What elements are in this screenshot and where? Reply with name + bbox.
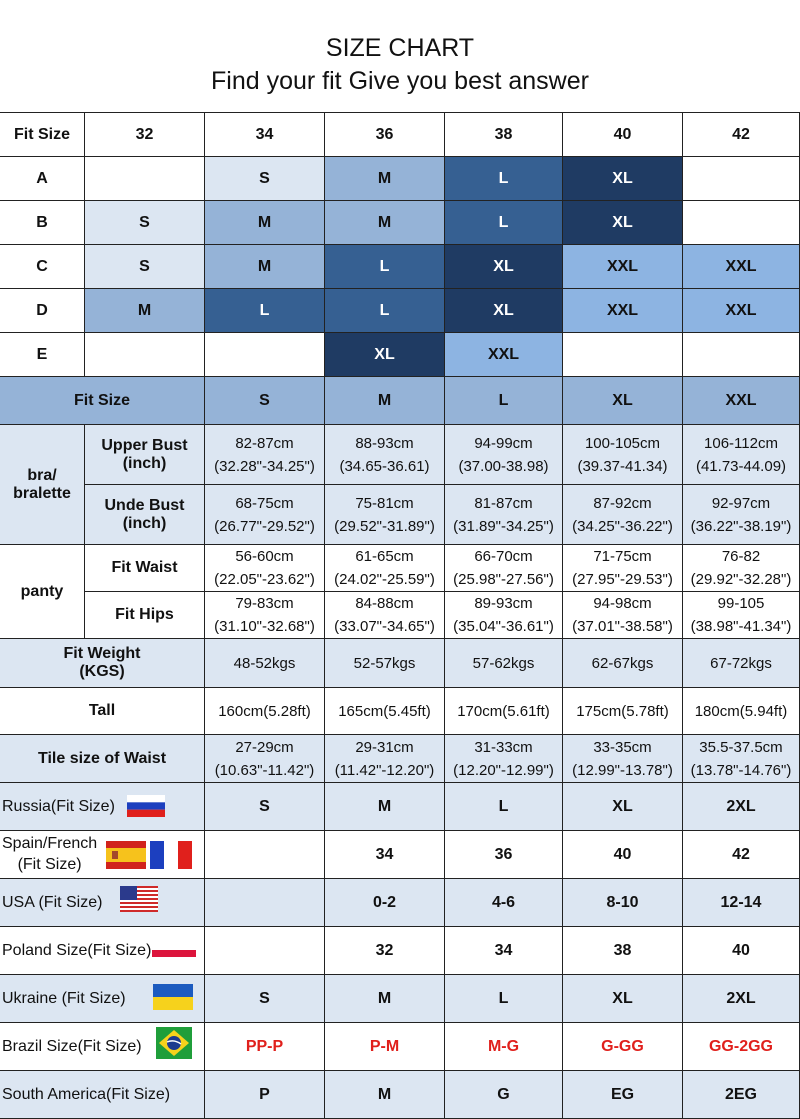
cup-size-cell-text: L [259, 301, 270, 319]
tile-waist-value-text: 33-35cm (12.99"-13.78") [572, 738, 673, 779]
country-size-value [563, 975, 683, 1023]
cup-size-cell-text: M [377, 169, 392, 187]
tall-value-text: 180cm(5.94ft) [694, 702, 788, 720]
band-size-34-text: 34 [255, 125, 274, 143]
tile-waist-value [563, 735, 683, 783]
tall-value [445, 688, 563, 735]
fit-size-header-text: Fit Size [13, 125, 70, 143]
fit-weight-value [325, 639, 445, 688]
country-size-value [325, 783, 445, 831]
country-size-value-text: 40 [732, 941, 750, 959]
country-size-value [563, 783, 683, 831]
country-size-value-text: S [259, 989, 270, 1007]
cup-size-cell [325, 289, 445, 333]
cup-size-cell [205, 289, 325, 333]
country-size-value [205, 927, 325, 975]
brazil-flag-icon [156, 1027, 192, 1064]
ukraine-flag-icon [153, 984, 193, 1015]
fit-weight-value [683, 639, 800, 688]
country-size-value-text: 32 [375, 941, 394, 959]
country-size-value-text: L [498, 797, 509, 815]
size-xl [563, 377, 683, 425]
cup-c [0, 245, 85, 289]
tile-waist-value [325, 735, 445, 783]
cup-size-cell [563, 201, 683, 245]
cup-size-cell-text: L [498, 213, 509, 231]
country-size-value [325, 927, 445, 975]
cup-size-cell-text: M [257, 257, 272, 275]
fit-hips-value [325, 592, 445, 639]
country-size-value [205, 1071, 325, 1119]
country-size-value [325, 879, 445, 927]
band-size-36-text: 36 [375, 125, 394, 143]
band-size-42-text: 42 [732, 125, 750, 143]
country-label: Ukraine (Fit Size) [2, 990, 126, 1007]
under-bust-value-text: 81-87cm (31.89"-34.25") [453, 494, 554, 535]
poland-flag-icon [152, 943, 196, 962]
usa-flag-icon [120, 886, 158, 917]
tile-waist-value-text: 35.5-37.5cm (13.78"-14.76") [690, 738, 792, 779]
band-size-40-text: 40 [613, 125, 632, 143]
country-label: Russia(Fit Size) [2, 798, 115, 815]
cup-size-cell-text: L [379, 257, 390, 275]
country-size-value-text: S [259, 797, 270, 815]
fit-hips-value [683, 592, 800, 639]
tile-waist-label [0, 735, 205, 783]
cup-size-cell [205, 157, 325, 201]
fit-weight-value-text: 52-57kgs [353, 654, 416, 672]
upper-bust-value [325, 425, 445, 485]
cup-size-cell [445, 245, 563, 289]
size-s [205, 377, 325, 425]
country-size-value-text: M [377, 797, 392, 815]
tall-value [683, 688, 800, 735]
cup-e-text: E [36, 345, 48, 363]
cup-size-cell-text: XL [374, 345, 395, 363]
fit-hips-value-text: 84-88cm (33.07"-34.65") [334, 595, 435, 635]
country-size-value-text: G [497, 1085, 510, 1103]
country-size-value [563, 1023, 683, 1071]
country-size-value [445, 879, 563, 927]
country-size-value-text: 42 [732, 845, 750, 863]
country-size-value-text: XL [612, 797, 633, 815]
russia-flag-icon [127, 795, 165, 822]
country-size-value [563, 927, 683, 975]
country-size-value [563, 879, 683, 927]
fit-waist-value-text: 61-65cm (24.02"-25.59") [334, 548, 435, 588]
size-xl-text: XL [612, 391, 633, 409]
fit-weight-label-text: Fit Weight (KGS) [63, 645, 141, 680]
tall-value-text: 160cm(5.28ft) [218, 702, 311, 720]
under-bust-value-text: 87-92cm (34.25"-36.22") [572, 494, 673, 535]
under-bust-value [683, 485, 800, 545]
cup-size-cell [325, 157, 445, 201]
cup-size-cell-text: L [379, 301, 390, 319]
cup-size-cell [85, 157, 205, 201]
cup-b [0, 201, 85, 245]
size-chart-table [0, 112, 800, 1117]
country-size-value [683, 1071, 800, 1119]
fit-size-row-header-text: Fit Size [73, 391, 130, 409]
country-size-value [445, 831, 563, 879]
under-bust-value [205, 485, 325, 545]
fit-hips-value-text: 94-98cm (37.01"-38.58") [572, 595, 673, 635]
country-label-cell [0, 1023, 205, 1071]
size-l-text: L [498, 391, 509, 409]
country-size-value [683, 1023, 800, 1071]
size-xxl-text: XXL [725, 391, 757, 409]
panty-group-label-text: panty [20, 582, 64, 600]
fit-weight-value-text: 62-67kgs [591, 654, 654, 672]
country-size-value-text: GG-2GG [708, 1037, 773, 1055]
cup-size-cell [445, 289, 563, 333]
fit-size-row-header [0, 377, 205, 425]
country-label-cell [0, 975, 205, 1023]
cup-size-cell-text: XXL [725, 301, 757, 319]
cup-size-cell-text: XXL [725, 257, 757, 275]
country-size-value [205, 831, 325, 879]
fit-weight-value [205, 639, 325, 688]
fit-weight-value [563, 639, 683, 688]
fit-waist-value-text: 56-60cm (22.05"-23.62") [214, 548, 315, 588]
upper-bust-value-text: 82-87cm (32.28"-34.25") [214, 434, 315, 475]
spain-france-flag-icon [106, 841, 192, 874]
country-size-value-text: 38 [613, 941, 632, 959]
band-size-38-text: 38 [494, 125, 513, 143]
cup-size-cell [205, 201, 325, 245]
tile-waist-value [205, 735, 325, 783]
country-size-value-text: M [377, 1085, 392, 1103]
tall-value-text: 165cm(5.45ft) [338, 702, 431, 720]
upper-bust-label [85, 425, 205, 485]
cup-size-cell-text: S [139, 257, 150, 275]
cup-size-cell [683, 201, 800, 245]
under-bust-label [85, 485, 205, 545]
cup-size-cell-text: M [377, 213, 392, 231]
under-bust-value [563, 485, 683, 545]
tall-value-text: 170cm(5.61ft) [457, 702, 550, 720]
cup-size-cell [683, 245, 800, 289]
cup-size-cell-text: L [498, 169, 509, 187]
fit-hips-value [205, 592, 325, 639]
country-label-cell [0, 1071, 205, 1119]
country-size-value [205, 1023, 325, 1071]
cup-size-cell [563, 333, 683, 377]
country-label: Brazil Size(Fit Size) [2, 1038, 142, 1055]
bra-group-label-text: bra/ bralette [13, 466, 71, 502]
cup-size-cell [563, 245, 683, 289]
cup-size-cell [683, 333, 800, 377]
cup-size-cell [445, 333, 563, 377]
country-size-value [445, 975, 563, 1023]
cup-size-cell [325, 201, 445, 245]
country-size-value-text: XL [612, 989, 633, 1007]
fit-waist-label-text: Fit Waist [111, 559, 178, 576]
country-size-value [683, 831, 800, 879]
cup-size-cell-text: XL [612, 213, 633, 231]
fit-waist-value [445, 545, 563, 592]
country-size-value-text: P-M [369, 1037, 400, 1055]
cup-size-cell [683, 157, 800, 201]
country-label-cell [0, 927, 205, 975]
country-size-value [325, 975, 445, 1023]
fit-hips-value [445, 592, 563, 639]
country-size-value-text: EG [610, 1085, 635, 1103]
tile-waist-value-text: 27-29cm (10.63"-11.42") [214, 738, 315, 779]
country-size-value-text: 34 [494, 941, 513, 959]
cup-size-cell-text: XL [493, 301, 514, 319]
cup-size-cell [205, 333, 325, 377]
country-label: Poland Size(Fit Size) [2, 942, 152, 959]
country-size-value [683, 879, 800, 927]
upper-bust-value-text: 88-93cm (34.65-36.61) [339, 434, 430, 475]
country-size-value-text: 36 [494, 845, 513, 863]
cup-size-cell [445, 157, 563, 201]
fit-weight-value-text: 48-52kgs [233, 654, 296, 672]
country-size-value [205, 783, 325, 831]
tile-waist-value [445, 735, 563, 783]
size-chart-title: SIZE CHART [325, 34, 475, 62]
cup-size-cell [683, 289, 800, 333]
under-bust-value-text: 92-97cm (36.22"-38.19") [690, 494, 792, 535]
fit-waist-value-text: 76-82 (29.92"-32.28") [690, 548, 792, 588]
fit-hips-value-text: 99-105 (38.98"-41.34") [690, 595, 792, 635]
fit-weight-label [0, 639, 205, 688]
country-label-cell [0, 831, 205, 879]
fit-hips-value-text: 79-83cm (31.10"-32.68") [214, 595, 315, 635]
upper-bust-value-text: 106-112cm (41.73-44.09) [695, 434, 787, 475]
country-size-value [445, 1071, 563, 1119]
fit-weight-value-text: 67-72kgs [710, 654, 772, 672]
size-m [325, 377, 445, 425]
cup-size-cell-text: M [257, 213, 272, 231]
country-label-cell [0, 783, 205, 831]
band-size-40 [563, 113, 683, 157]
fit-weight-value-text: 57-62kgs [472, 654, 535, 672]
country-size-value-text: 2XL [726, 989, 756, 1007]
size-chart-subtitle: Find your fit Give you best answer [211, 67, 589, 95]
size-m-text: M [377, 391, 392, 409]
tall-label-text: Tall [88, 702, 116, 719]
fit-hips-label-text: Fit Hips [115, 606, 174, 623]
cup-a [0, 157, 85, 201]
size-xxl [683, 377, 800, 425]
cup-size-cell [325, 245, 445, 289]
band-size-36 [325, 113, 445, 157]
tall-label [0, 688, 205, 735]
cup-e [0, 333, 85, 377]
country-size-value-text: L [498, 989, 509, 1007]
upper-bust-value [445, 425, 563, 485]
country-size-value [683, 927, 800, 975]
fit-size-header [0, 113, 85, 157]
cup-size-cell-text: XXL [606, 257, 639, 275]
fit-hips-value-text: 89-93cm (35.04"-36.61") [453, 595, 554, 635]
cup-size-cell-text: M [137, 301, 152, 319]
fit-weight-value [445, 639, 563, 688]
under-bust-label-text: Unde Bust (inch) [104, 496, 185, 532]
country-label-cell [0, 879, 205, 927]
country-size-value-text: P [259, 1085, 270, 1103]
country-label: Spain/French (Fit Size) [2, 835, 98, 873]
upper-bust-value [563, 425, 683, 485]
country-size-value [445, 927, 563, 975]
cup-size-cell [325, 333, 445, 377]
country-label: South America(Fit Size) [2, 1086, 171, 1103]
size-l [445, 377, 563, 425]
band-size-32 [85, 113, 205, 157]
country-size-value [445, 783, 563, 831]
under-bust-value [325, 485, 445, 545]
tile-waist-value-text: 29-31cm (11.42"-12.20") [334, 738, 435, 779]
cup-size-cell-text: XXL [487, 345, 520, 363]
cup-size-cell [85, 201, 205, 245]
country-size-value [325, 1023, 445, 1071]
cup-b-text: B [36, 213, 48, 231]
cup-size-cell [445, 201, 563, 245]
upper-bust-value-text: 100-105cm (39.37-41.34) [577, 434, 668, 475]
country-size-value [683, 783, 800, 831]
cup-size-cell [205, 245, 325, 289]
fit-waist-value [205, 545, 325, 592]
cup-size-cell [85, 289, 205, 333]
upper-bust-label-text: Upper Bust (inch) [101, 436, 188, 472]
country-size-value [563, 831, 683, 879]
fit-waist-label [85, 545, 205, 592]
fit-waist-value-text: 66-70cm (25.98"-27.56") [453, 548, 554, 588]
country-size-value-text: 4-6 [491, 893, 516, 911]
tall-value [563, 688, 683, 735]
country-size-value [325, 831, 445, 879]
country-size-value [683, 975, 800, 1023]
upper-bust-value [683, 425, 800, 485]
band-size-34 [205, 113, 325, 157]
cup-a-text: A [36, 169, 48, 187]
tall-value [325, 688, 445, 735]
tall-value-text: 175cm(5.78ft) [576, 702, 669, 720]
cup-size-cell-text: XL [493, 257, 514, 275]
country-size-value-text: M [377, 989, 392, 1007]
country-size-value [325, 1071, 445, 1119]
fit-waist-value [325, 545, 445, 592]
country-size-value-text: G-GG [601, 1037, 644, 1055]
cup-size-cell-text: S [139, 213, 150, 231]
band-size-42 [683, 113, 800, 157]
tile-waist-value [683, 735, 800, 783]
under-bust-value [445, 485, 563, 545]
country-size-value [563, 1071, 683, 1119]
cup-size-cell [563, 157, 683, 201]
band-size-38 [445, 113, 563, 157]
panty-group-label [0, 545, 85, 639]
cup-d [0, 289, 85, 333]
cup-size-cell [85, 245, 205, 289]
under-bust-value-text: 68-75cm (26.77"-29.52") [214, 494, 315, 535]
tile-waist-value-text: 31-33cm (12.20"-12.99") [453, 738, 554, 779]
band-size-32-text: 32 [135, 125, 154, 143]
country-size-value-text: PP-P [245, 1037, 284, 1055]
country-label: USA (Fit Size) [2, 894, 103, 911]
cup-d-text: D [36, 301, 48, 319]
country-size-value-text: 12-14 [720, 893, 762, 911]
tile-waist-label-text: Tile size of Waist [37, 749, 167, 767]
country-size-value-text: 2XL [726, 797, 756, 815]
country-size-value-text: M-G [487, 1037, 520, 1055]
country-size-value-text: 40 [613, 845, 632, 863]
cup-size-cell-text: XL [612, 169, 633, 187]
country-size-value [445, 1023, 563, 1071]
cup-c-text: C [36, 257, 48, 275]
cup-size-cell [563, 289, 683, 333]
fit-waist-value-text: 71-75cm (27.95"-29.53") [572, 548, 673, 588]
upper-bust-value-text: 94-99cm (37.00-38.98) [458, 434, 549, 475]
country-size-value-text: 8-10 [606, 893, 639, 911]
fit-hips-value [563, 592, 683, 639]
fit-waist-value [563, 545, 683, 592]
fit-hips-label [85, 592, 205, 639]
fit-waist-value [683, 545, 800, 592]
country-size-value [205, 975, 325, 1023]
upper-bust-value [205, 425, 325, 485]
under-bust-value-text: 75-81cm (29.52"-31.89") [334, 494, 435, 535]
cup-size-cell-text: XXL [606, 301, 639, 319]
cup-size-cell-text: S [259, 169, 270, 187]
tall-value [205, 688, 325, 735]
cup-size-cell [85, 333, 205, 377]
country-size-value-text: 2EG [724, 1085, 757, 1103]
country-size-value-text: 34 [375, 845, 394, 863]
country-size-value [205, 879, 325, 927]
bra-group-label [0, 425, 85, 545]
size-s-text: S [259, 391, 270, 409]
country-size-value-text: 0-2 [372, 893, 397, 911]
